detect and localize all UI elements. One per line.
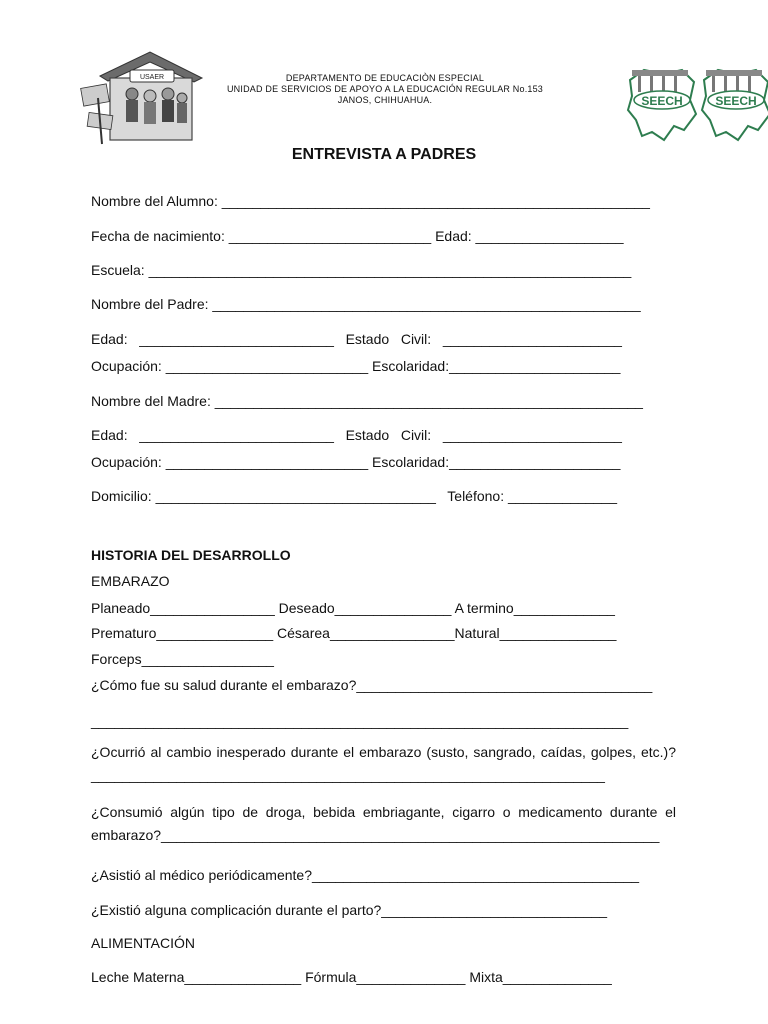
field-embarazo-row1[interactable]: Planeado________________ Deseado_______________ A termino_____________: [91, 600, 615, 616]
field-fecha-nacimiento[interactable]: Fecha de nacimiento: __________________________ Edad: ___________________: [91, 228, 624, 244]
usaer-logo: [80, 48, 205, 146]
field-nombre-madre[interactable]: Nombre del Madre: _______________________________________________________: [91, 393, 643, 409]
seech-text-1: SEECH: [641, 94, 683, 108]
seech-text-2: SEECH: [715, 94, 757, 108]
subsection-embarazo: EMBARAZO: [91, 573, 170, 589]
field-edad-padre[interactable]: Edad: _________________________ Estado Civil: _______________________: [91, 331, 622, 347]
seech-logo-2: [702, 70, 768, 140]
field-ocupacion-padre[interactable]: Ocupación: __________________________ Escolaridad:______________________: [91, 358, 621, 374]
subsection-alimentacion: ALIMENTACIÓN: [91, 935, 195, 951]
header-department: DEPARTAMENTO DE EDUCACIÒN ESPECIAL: [285, 73, 485, 83]
logo-sign-text: USAER: [139, 74, 165, 81]
institution-header: [200, 73, 570, 106]
field-forceps[interactable]: Forceps_________________: [91, 651, 274, 667]
field-ocupacion-madre[interactable]: Ocupación: __________________________ Escolaridad:______________________: [91, 454, 621, 470]
header-location: JANOS, CHIHUAHUA.: [337, 95, 433, 105]
field-edad-madre[interactable]: Edad: _________________________ Estado Civil: _______________________: [91, 427, 622, 443]
document-title: ENTREVISTA A PADRES: [291, 146, 477, 163]
field-alimentacion-tipo[interactable]: Leche Materna_______________ Fórmula______________ Mixta______________: [91, 969, 612, 985]
seech-logo-1: [628, 70, 696, 140]
field-nombre-alumno[interactable]: Nombre del Alumno: _______________________________________________________: [91, 193, 650, 209]
field-escuela[interactable]: Escuela: ______________________________________________________________: [91, 262, 632, 278]
field-domicilio[interactable]: Domicilio: ____________________________________ Teléfono: ______________: [91, 488, 617, 504]
question-salud[interactable]: ¿Cómo fue su salud durante el embarazo?______________________________________: [91, 677, 653, 693]
question-cambio-inesperado[interactable]: ¿Ocurrió al cambio inesperado durante el embarazo (susto, sangrado, caídas, golpes, etc.)?__________________________________________________________________: [91, 744, 676, 783]
question-medico[interactable]: ¿Asistió al médico periódicamente?__________________________________________: [91, 867, 640, 883]
field-nombre-padre[interactable]: Nombre del Padre: _______________________________________________________: [91, 296, 641, 312]
field-embarazo-row2[interactable]: Prematuro_______________ Césarea________________Natural_______________: [91, 625, 617, 641]
seech-logos: [624, 60, 768, 148]
section-historia-heading: HISTORIA DEL DESARROLLO: [91, 547, 291, 563]
question-complicacion[interactable]: ¿Existió alguna complicación durante el parto?_____________________________: [91, 902, 608, 918]
header-unit: UNIDAD DE SERVICIOS DE APOYO A LA EDUCACIÓN REGULAR No.153: [226, 84, 544, 94]
answer-line-salud[interactable]: _____________________________________________________________________: [91, 713, 629, 729]
question-consumo-droga[interactable]: ¿Consumió algún tipo de droga, bebida embriagante, cigarro o medicamento durante el embarazo?________________________________________________________________: [91, 804, 676, 843]
